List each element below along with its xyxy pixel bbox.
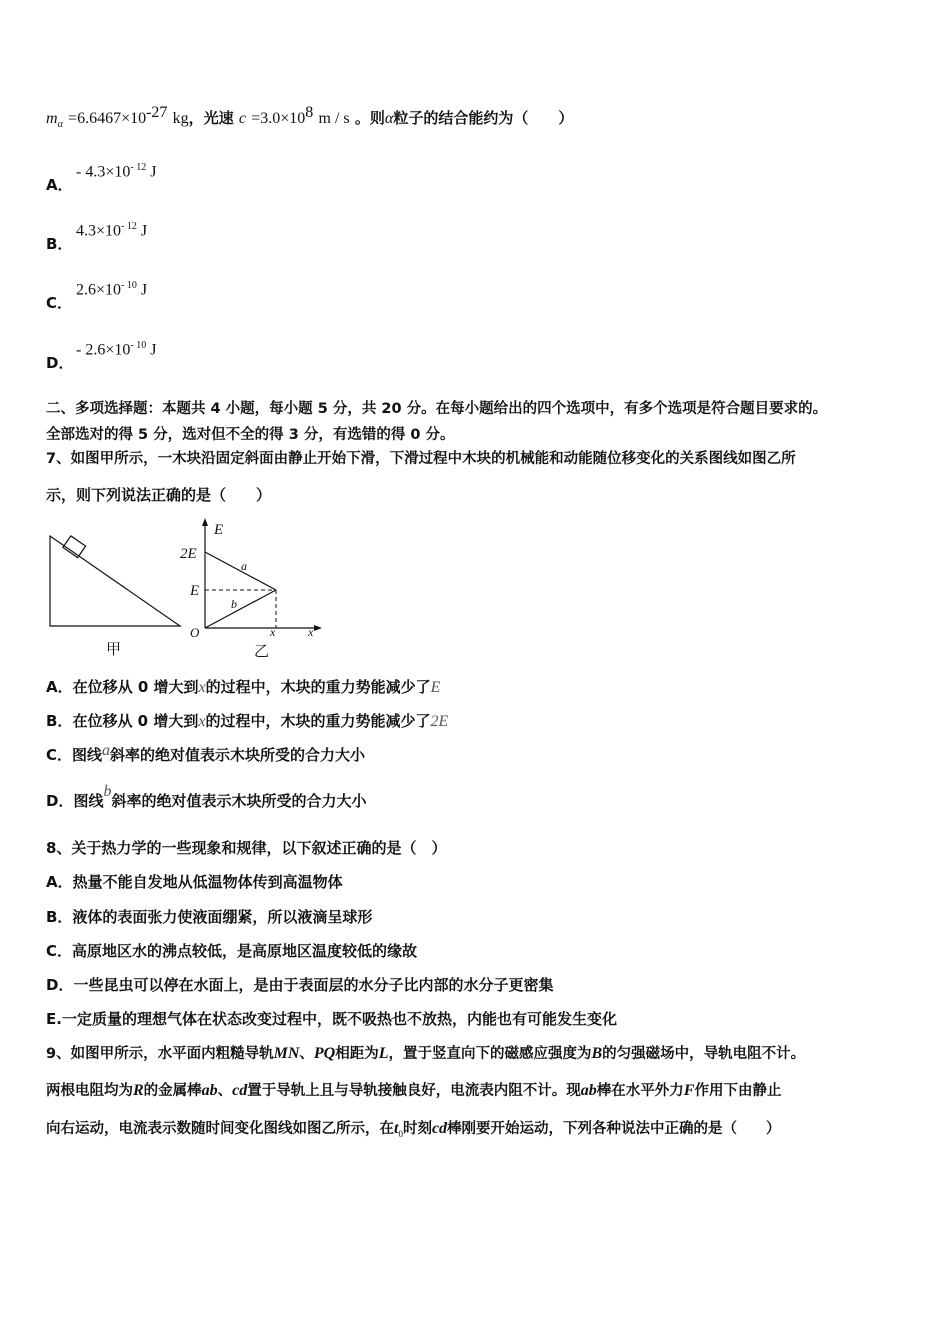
q8-option-b: B．液体的表面张力使液面绷紧，所以液滴呈球形	[46, 908, 373, 926]
q9-stem-line3: 向右运动，电流表示数随时间变化图线如图乙所示，在$t_0$时刻cd棒刚要开始运动，下列各种说法中正确的是（ ）	[46, 1120, 781, 1139]
q6-stem	[46, 104, 573, 130]
axis-x-label: x	[308, 625, 314, 639]
c-unit: m / s	[318, 110, 350, 127]
option-value: $2.6\times 10^{- 10}$ J	[76, 280, 148, 299]
option-letter: D．	[46, 354, 74, 372]
mass-symbol: m	[46, 110, 58, 127]
alpha-symbol: α	[384, 110, 394, 127]
tick-2e-label: 2E	[180, 546, 197, 562]
q9-stem-line2: 两根电阻均为R的金属棒ab、cd置于导轨上且与导轨接触良好，电流表内阻不计。现ab棒在水平外力F作用下由静止	[46, 1082, 782, 1099]
tick-e-label: E	[190, 583, 200, 599]
option-value: - $4.3\times 10^{- 12}$ J	[76, 162, 157, 181]
figure-jia-incline	[48, 532, 188, 662]
curve-a-label: a	[241, 559, 247, 573]
curve-b-label: b	[231, 597, 237, 611]
axis-e-label: E	[214, 522, 224, 538]
section2-line1: 二、多项选择题：本题共 4 小题，每小题 5 分，共 20 分。在每小题给出的四个选项中，有多个选项是符合题目要求的。	[46, 401, 828, 417]
option-value: - $2.6\times 10^{- 10}$ J	[76, 340, 157, 359]
y-axis-arrow	[202, 518, 208, 526]
q7-stem-line2: 示，则下列说法正确的是（ ）	[46, 486, 272, 504]
section2-line2: 全部选对的得 5 分，选对但不全的得 3 分，有选错的得 0 分。	[46, 427, 455, 443]
q7-option-c: C．图线a斜率的绝对值表示木块所受的合力大小	[46, 742, 366, 764]
q8-option-d: D．一些昆虫可以停在水面上，是由于表面层的水分子比内部的水分子更密集	[46, 976, 554, 994]
q8-option-c: C．高原地区水的沸点较低，是高原地区温度较低的缘故	[46, 942, 418, 960]
q8-option-a: A．热量不能自发地从低温物体传到高温物体	[46, 873, 343, 891]
option-letter: B．	[46, 235, 73, 253]
q8-option-e: E.一定质量的理想气体在状态改变过程中，既不吸热也不放热，内能也有可能发生变化	[46, 1010, 617, 1028]
option-letter: A．	[46, 176, 73, 194]
incline-triangle	[50, 536, 180, 626]
comma-text: ，光速	[188, 109, 234, 127]
mass-unit: kg	[172, 110, 189, 127]
c-symbol: c	[238, 110, 247, 127]
q7-option-b: B．在位移从 0 增大到x的过程中，木块的重力势能减少了2E	[46, 712, 449, 730]
figure-yi-graph	[178, 516, 328, 662]
curve-b-line	[205, 590, 276, 628]
tick-x-label: x	[270, 625, 276, 639]
c-exponent: 8	[305, 104, 314, 121]
question-end: 粒子的结合能约为（ ）	[393, 109, 574, 127]
option-value: $4.3\times 10^{- 12}$ J	[76, 221, 148, 240]
q8-stem: 8、关于热力学的一些现象和规律，以下叙述正确的是（ ）	[46, 839, 447, 857]
mass-exponent: -27	[146, 104, 168, 121]
q7-stem-line1: 7、如图甲所示，一木块沿固定斜面由静止开始下滑，下滑过程中木块的机械能和动能随位移变化的关系图线如图乙所	[46, 451, 796, 467]
q7-option-a: A．在位移从 0 增大到x的过程中，木块的重力势能减少了E	[46, 678, 441, 696]
q7-option-d: D．图线b斜率的绝对值表示木块所受的合力大小	[46, 783, 367, 810]
mass-value: =6.6467×10	[68, 110, 147, 127]
fig-jia-label: 甲	[106, 642, 122, 658]
mass-subscript: α	[57, 119, 63, 130]
option-letter: C．	[46, 294, 73, 312]
origin-label: O	[190, 625, 200, 640]
tail-text: 。则	[354, 109, 385, 127]
x-axis-arrow	[314, 625, 322, 631]
fig-yi-label: 乙	[254, 644, 270, 660]
q9-stem-line1: 9、如图甲所示，水平面内粗糙导轨MN、PQ相距为L，置于竖直向下的磁感应强度为B的匀强磁场中，导轨电阻不计。	[46, 1045, 806, 1062]
c-value: =3.0×10	[251, 110, 306, 127]
